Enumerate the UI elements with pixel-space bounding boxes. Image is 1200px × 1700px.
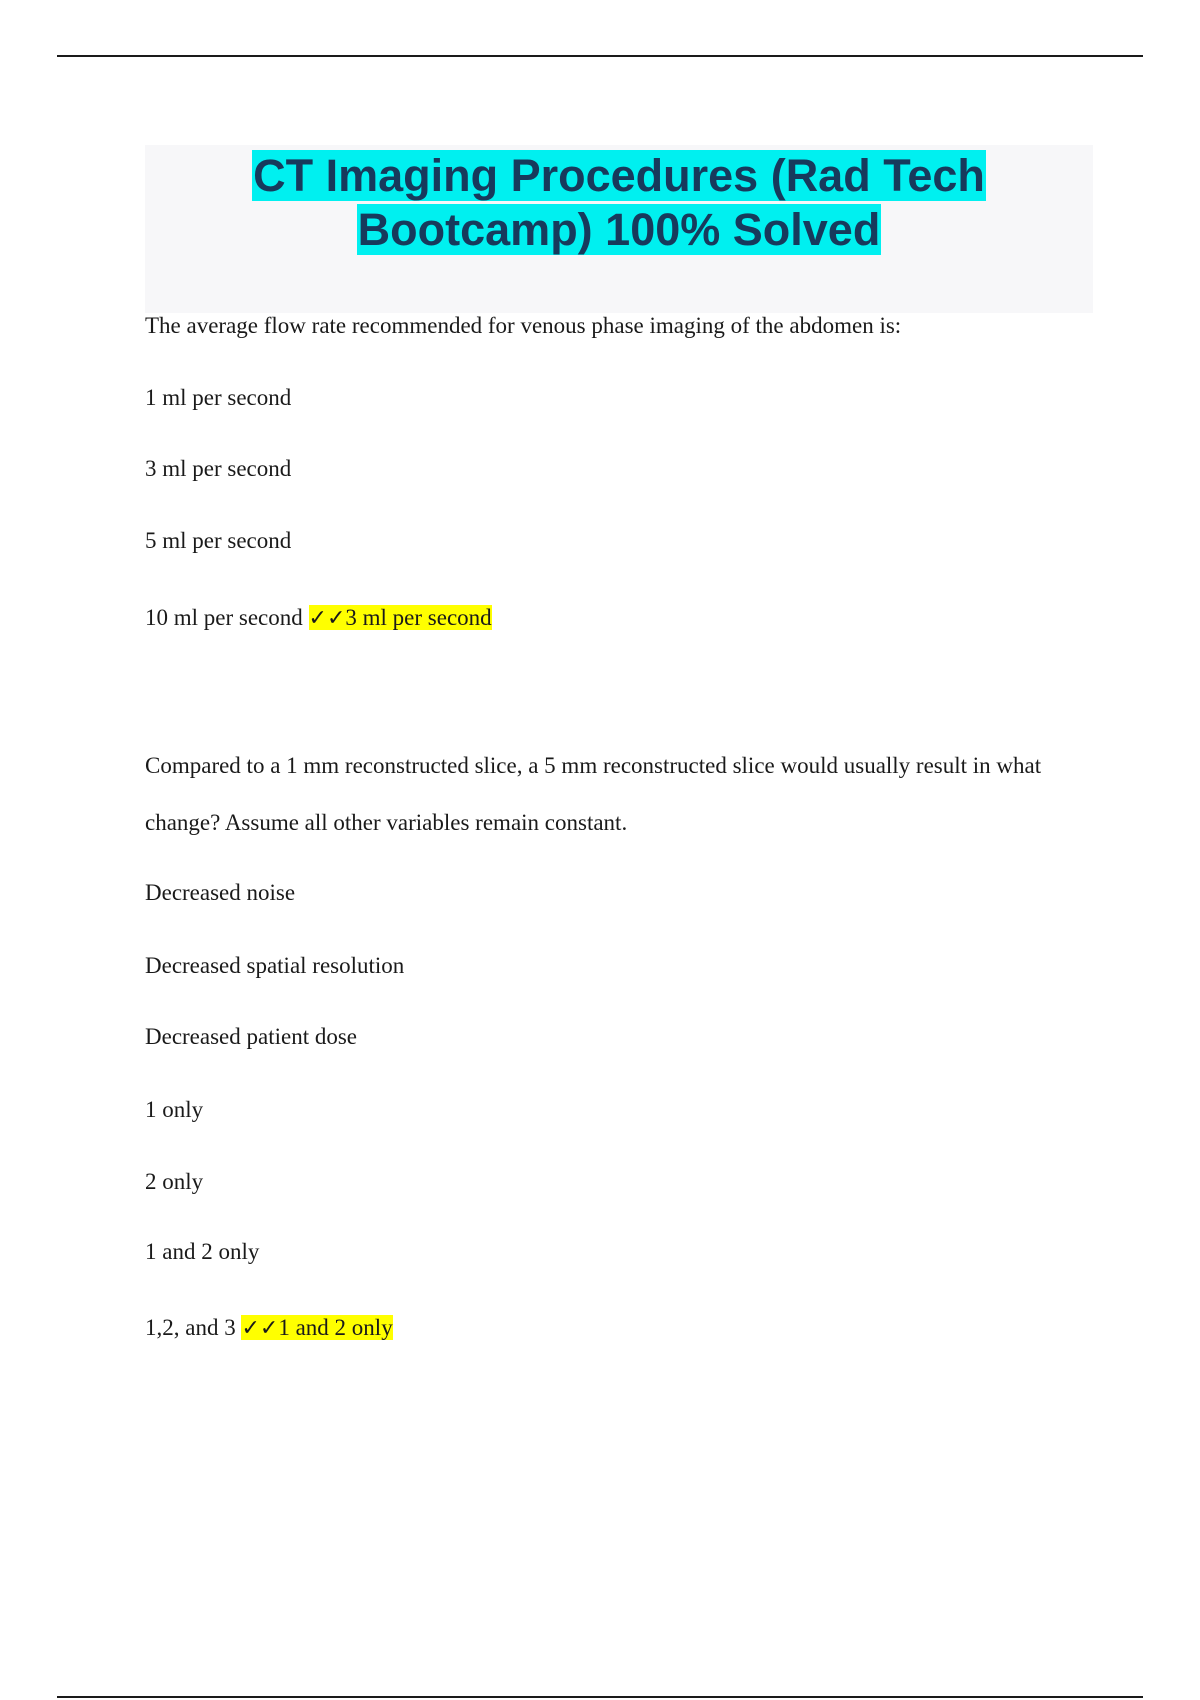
question-prompt-line-1: Compared to a 1 mm reconstructed slice, a 5 mm reconstructed slice would usually result in what (145, 753, 1042, 778)
question-prompt-line-2: change? Assume all other variables remain constant. (145, 810, 628, 835)
answer-option: 10 ml per second (145, 605, 303, 630)
footer-rule (57, 1696, 1143, 1698)
double-check-icon: ✓✓ (241, 1316, 279, 1341)
answer-option-with-solution (145, 1313, 393, 1344)
answer-option: 1,2, and 3 (145, 1315, 236, 1340)
answer-option: 1 and 2 only (145, 1239, 260, 1264)
answer-option: 3 ml per second (145, 456, 292, 481)
header-rule (57, 55, 1143, 57)
solution-highlight (309, 605, 492, 630)
answer-option: Decreased patient dose (145, 1024, 358, 1049)
question-prompt: The average flow rate recommended for venous phase imaging of the abdomen is: (145, 313, 902, 338)
document-title-line-2: Bootcamp) 100% Solved (357, 204, 881, 255)
answer-option: 1 only (145, 1097, 204, 1122)
answer-option-with-solution (145, 603, 492, 634)
answer-option: Decreased noise (145, 880, 296, 905)
answer-option: 2 only (145, 1169, 204, 1194)
double-check-icon: ✓✓ (308, 606, 346, 631)
title-panel (145, 145, 1093, 313)
answer-option: 1 ml per second (145, 385, 292, 410)
answer-option: 5 ml per second (145, 528, 292, 553)
answer-option: Decreased spatial resolution (145, 953, 405, 978)
solution-highlight (241, 1315, 392, 1340)
solution-text: 1 and 2 only (278, 1315, 393, 1340)
document-title-line-1: CT Imaging Procedures (Rad Tech (253, 150, 985, 201)
solution-text: 3 ml per second (345, 605, 492, 630)
